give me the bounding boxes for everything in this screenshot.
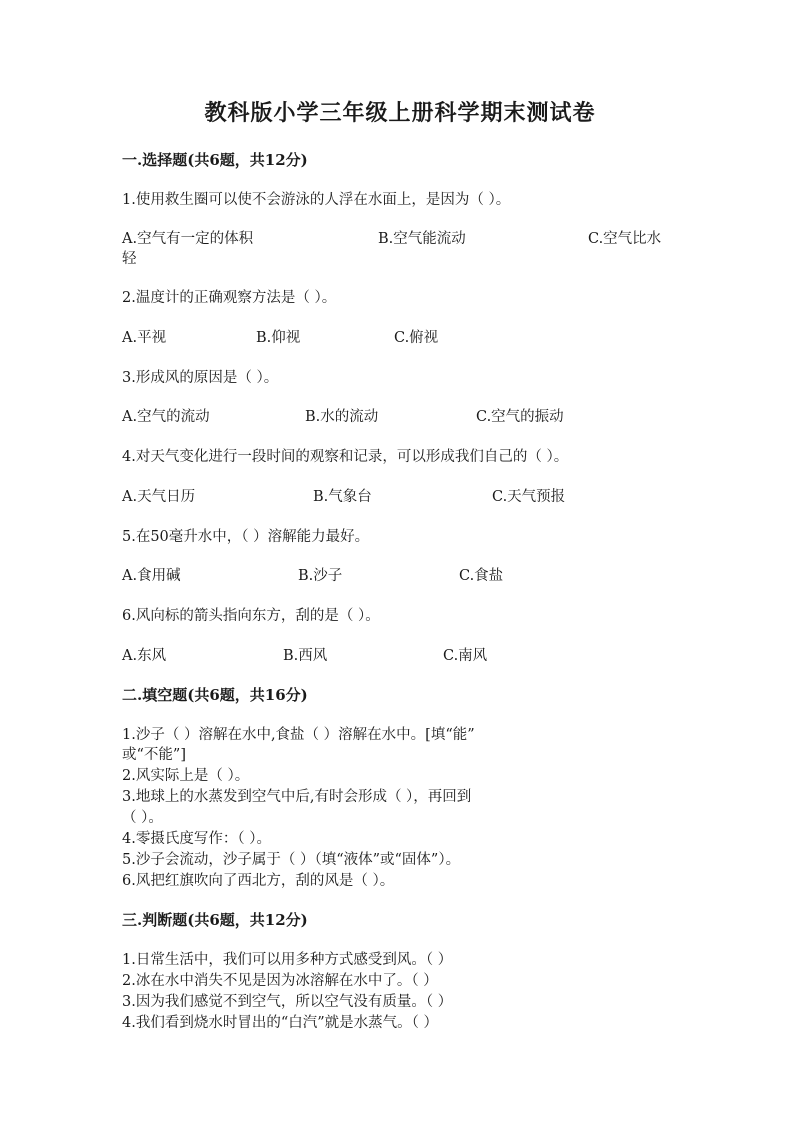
option-a: A.空气的流动 <box>122 409 210 425</box>
question-text: 1.使用救生圈可以使不会游泳的人浮在水面上，是因为（ ）。 <box>122 192 511 208</box>
option-c: C.南风 <box>443 648 488 664</box>
option-b: B.水的流动 <box>305 409 379 425</box>
question-text: 6.风向标的箭头指向东方，刮的是（ ）。 <box>122 608 380 624</box>
option-a: A.空气有一定的体积 <box>122 231 254 247</box>
fill-line: （ ）。 <box>122 810 163 826</box>
fill-line: 或“不能”] <box>122 747 186 763</box>
fill-line: 2.风实际上是（ ）。 <box>122 768 250 784</box>
judge-line: 3.因为我们感觉不到空气，所以空气没有质量。（ ） <box>122 994 453 1010</box>
option-c: C.空气比水 <box>588 231 662 247</box>
question-text: 3.形成风的原因是（ ）。 <box>122 370 279 386</box>
option-c: C.俯视 <box>394 330 439 346</box>
option-a: A.食用碱 <box>122 568 181 584</box>
fill-line: 3.地球上的水蒸发到空气中后,有时会形成（ ），再回到 <box>122 789 472 805</box>
option-b: B.气象台 <box>313 489 372 505</box>
fill-line: 5.沙子会流动，沙子属于（ ）（填“液体”或“固体”）。 <box>122 852 461 868</box>
option-a: A.东风 <box>122 648 167 664</box>
option-b: B.沙子 <box>298 568 343 584</box>
option-a: A.天气日历 <box>122 489 196 505</box>
fill-line: 6.风把红旗吹向了西北方，刮的风是（ ）。 <box>122 873 395 889</box>
option-c: C.空气的振动 <box>476 409 564 425</box>
section-heading-judge: 三.判断题(共6题，共12分) <box>122 911 308 929</box>
option-b: B.空气能流动 <box>378 231 466 247</box>
fill-line: 1.沙子（ ）溶解在水中,食盐（ ）溶解在水中。[填“能” <box>122 727 475 743</box>
fill-line: 4.零摄氏度写作：（ ）。 <box>122 831 271 847</box>
option-c-continued: 轻 <box>122 251 137 267</box>
option-c: C.天气预报 <box>492 489 566 505</box>
option-b: B.西风 <box>283 648 328 664</box>
section-heading-choice: 一.选择题(共6题，共12分) <box>122 151 308 169</box>
judge-line: 2.冰在水中消失不见是因为冰溶解在水中了。（ ） <box>122 973 438 989</box>
option-a: A.平视 <box>122 330 167 346</box>
option-b: B.仰视 <box>256 330 301 346</box>
option-c: C.食盐 <box>459 568 504 584</box>
judge-line: 4.我们看到烧水时冒出的“白汽”就是水蒸气。（ ） <box>122 1015 439 1031</box>
judge-line: 1.日常生活中，我们可以用多种方式感受到风。（ ） <box>122 952 453 968</box>
question-text: 5.在50毫升水中，（ ）溶解能力最好。 <box>122 529 370 545</box>
section-heading-fill: 二.填空题(共6题，共16分) <box>122 686 308 704</box>
question-text: 4.对天气变化进行一段时间的观察和记录，可以形成我们自己的（ ）。 <box>122 449 569 465</box>
question-text: 2.温度计的正确观察方法是（ ）。 <box>122 290 337 306</box>
page-title: 教科版小学三年级上册科学期末测试卷 <box>204 100 596 126</box>
